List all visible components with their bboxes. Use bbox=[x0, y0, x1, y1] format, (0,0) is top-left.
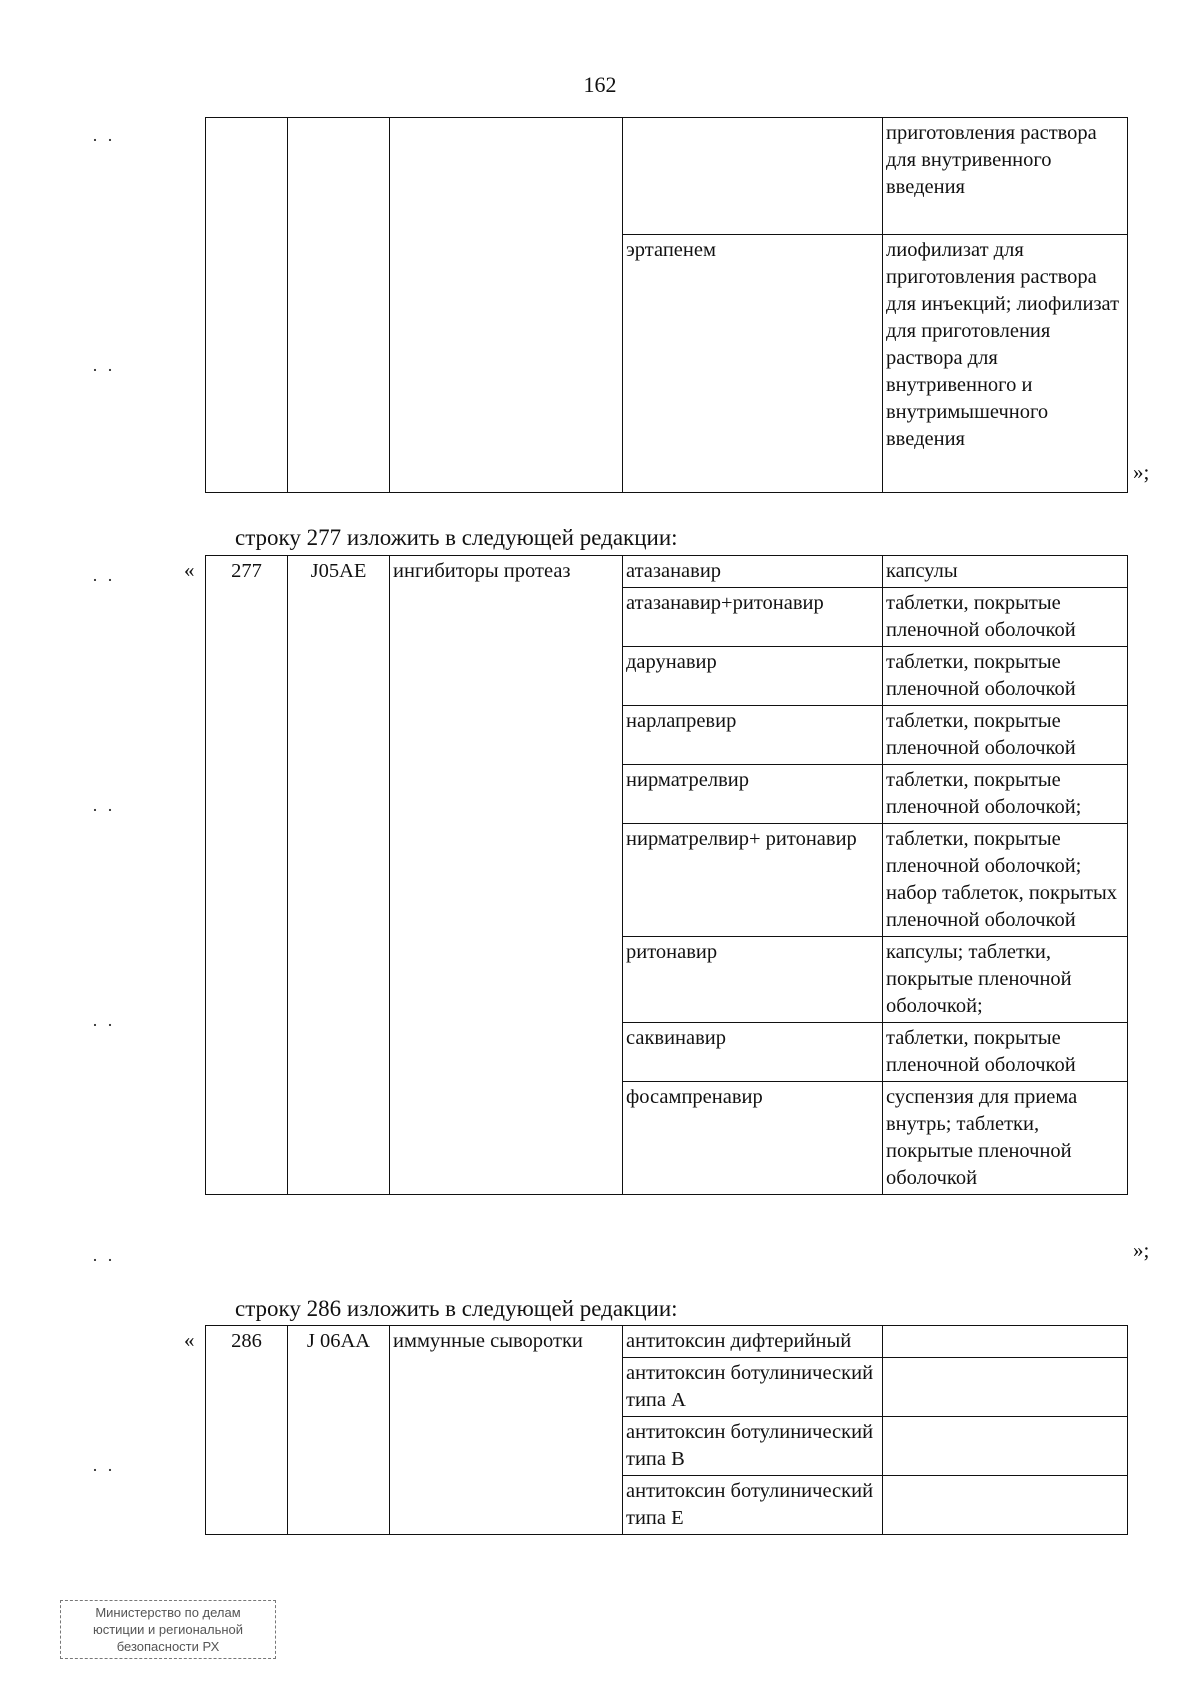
cell-form: таблетки, покрытые пленочной оболочкой; bbox=[883, 765, 1128, 824]
table-continuation bbox=[205, 117, 1128, 493]
cell-inn: антитоксин дифтерийный bbox=[623, 1326, 883, 1358]
table-row bbox=[206, 118, 1128, 235]
opening-quote: « bbox=[184, 558, 195, 582]
margin-mark: · · bbox=[92, 1250, 113, 1270]
stamp-line: безопасности РХ bbox=[116, 1639, 220, 1654]
cell-inn: фосампренавир bbox=[623, 1082, 883, 1195]
cell-number bbox=[206, 118, 288, 493]
cell-inn: атазанавир bbox=[623, 556, 883, 588]
cell-form: таблетки, покрытые пленочной оболочкой bbox=[883, 647, 1128, 706]
cell-form: лиофилизат для приготовления раствора для инъекций; лиофилизат для приготовления раствора для внутривенного и внутримышечного введения bbox=[883, 235, 1128, 493]
margin-mark: · · bbox=[92, 570, 113, 590]
section-caption: строку 277 изложить в следующей редакции: bbox=[235, 525, 678, 550]
cell-form: приготовления раствора для внутривенного введения bbox=[883, 118, 1128, 235]
margin-mark: · · bbox=[92, 800, 113, 820]
cell-inn bbox=[623, 118, 883, 235]
page-number: 162 bbox=[583, 72, 617, 97]
cell-form: капсулы; таблетки, покрытые пленочной оболочкой; bbox=[883, 937, 1128, 1023]
cell-form bbox=[883, 1476, 1128, 1535]
cell-code bbox=[288, 118, 390, 493]
cell-form bbox=[883, 1417, 1128, 1476]
cell-number: 277 bbox=[206, 556, 288, 1195]
cell-code: J05AE bbox=[288, 556, 390, 1195]
registration-stamp bbox=[60, 1600, 276, 1659]
margin-mark: · · bbox=[92, 1460, 113, 1480]
cell-group: ингибиторы протеаз bbox=[390, 556, 623, 1195]
cell-inn: нирматрелвир+ ритонавир bbox=[623, 824, 883, 937]
stamp-line: Министерство по делам bbox=[95, 1605, 241, 1620]
cell-inn: антитоксин ботулинический типа А bbox=[623, 1358, 883, 1417]
cell-form: таблетки, покрытые пленочной оболочкой; набор таблеток, покрытых пленочной оболочкой bbox=[883, 824, 1128, 937]
cell-form: таблетки, покрытые пленочной оболочкой bbox=[883, 1023, 1128, 1082]
table-row bbox=[206, 1326, 1128, 1358]
table-row-277 bbox=[205, 555, 1128, 1195]
closing-quote: »; bbox=[1133, 460, 1150, 484]
margin-mark: · · bbox=[92, 1015, 113, 1035]
cell-inn: эртапенем bbox=[623, 235, 883, 493]
cell-group bbox=[390, 118, 623, 493]
cell-inn: антитоксин ботулинический типа Е bbox=[623, 1476, 883, 1535]
table-row-286 bbox=[205, 1325, 1128, 1535]
table-row bbox=[206, 556, 1128, 588]
stamp-line: юстиции и региональной bbox=[92, 1622, 244, 1637]
cell-inn: нарлапревир bbox=[623, 706, 883, 765]
cell-form bbox=[883, 1358, 1128, 1417]
cell-inn: атазанавир+ритонавир bbox=[623, 588, 883, 647]
cell-number: 286 bbox=[206, 1326, 288, 1535]
cell-form: таблетки, покрытые пленочной оболочкой bbox=[883, 706, 1128, 765]
cell-inn: антитоксин ботулинический типа В bbox=[623, 1417, 883, 1476]
margin-mark: · · bbox=[92, 360, 113, 380]
cell-inn: нирматрелвир bbox=[623, 765, 883, 824]
opening-quote: « bbox=[184, 1328, 195, 1352]
margin-mark: · · bbox=[92, 130, 113, 150]
section-caption: строку 286 изложить в следующей редакции: bbox=[235, 1296, 678, 1321]
cell-form: суспензия для приема внутрь; таблетки, покрытые пленочной оболочкой bbox=[883, 1082, 1128, 1195]
cell-form: таблетки, покрытые пленочной оболочкой bbox=[883, 588, 1128, 647]
cell-group: иммунные сыворотки bbox=[390, 1326, 623, 1535]
cell-inn: саквинавир bbox=[623, 1023, 883, 1082]
closing-quote: »; bbox=[1133, 1238, 1150, 1262]
cell-code: J 06AA bbox=[288, 1326, 390, 1535]
cell-inn: ритонавир bbox=[623, 937, 883, 1023]
cell-form: капсулы bbox=[883, 556, 1128, 588]
cell-form bbox=[883, 1326, 1128, 1358]
cell-inn: дарунавир bbox=[623, 647, 883, 706]
